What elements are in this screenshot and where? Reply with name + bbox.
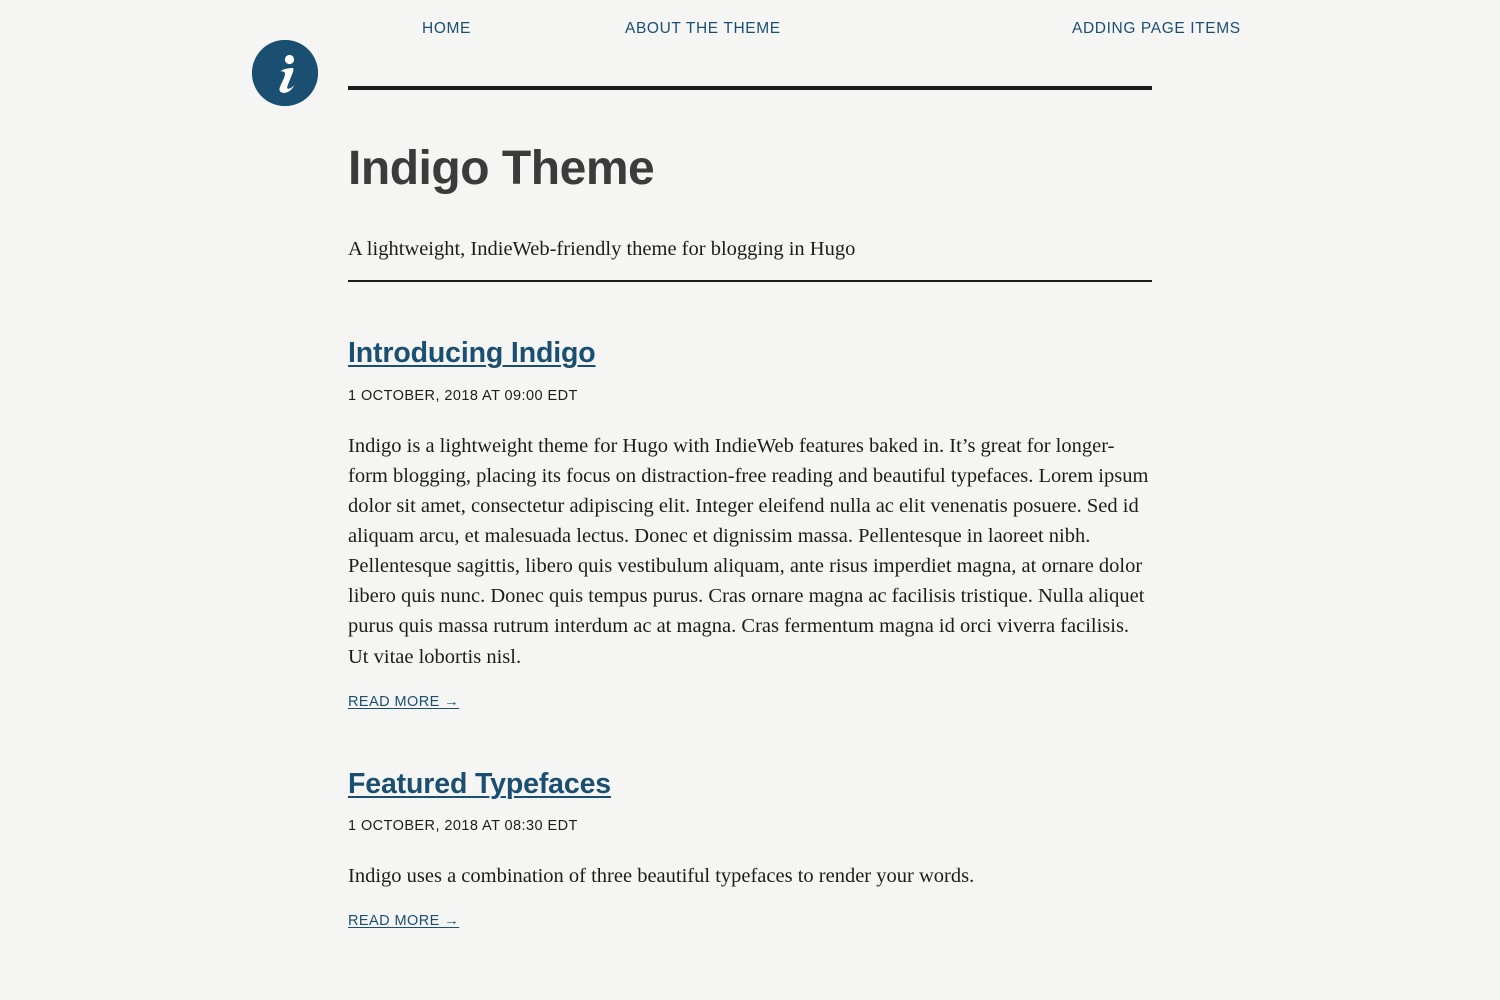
post-title-link[interactable]: Featured Typefaces	[348, 767, 612, 800]
nav-item-home[interactable]: HOME	[422, 20, 471, 37]
list-item	[348, 336, 1152, 711]
post-title-link[interactable]: Introducing Indigo	[348, 337, 596, 369]
read-more-link[interactable]: READ MORE →	[348, 913, 460, 930]
site-tagline: A lightweight, IndieWeb-friendly theme for blogging in Hugo	[348, 238, 856, 260]
post-list	[348, 336, 1152, 986]
nav-item-about-the-theme[interactable]: ABOUT THE THEME	[625, 20, 781, 37]
post-title	[348, 767, 1152, 803]
site-logo[interactable]	[252, 40, 318, 106]
post-date: 1 OCTOBER, 2018 AT 08:30 EDT	[348, 818, 578, 835]
post-excerpt: Indigo uses a combination of three beautiful typefaces to render your words.	[348, 865, 975, 888]
indigo-info-logo-icon	[252, 40, 318, 106]
list-item	[348, 767, 1152, 931]
header-divider-thick	[348, 86, 1152, 90]
title-divider-thin	[348, 280, 1152, 282]
primary-navigation	[348, 20, 1241, 38]
site-header	[0, 0, 1500, 100]
page-title: Indigo Theme	[348, 142, 655, 195]
nav-item-adding-page-items[interactable]: ADDING PAGE ITEMS	[1072, 20, 1241, 37]
post-title	[348, 336, 1152, 372]
read-more-link[interactable]: READ MORE →	[348, 693, 460, 710]
post-date: 1 OCTOBER, 2018 AT 09:00 EDT	[348, 387, 578, 404]
post-excerpt: Indigo is a lightweight theme for Hugo with IndieWeb features baked in. It’s great for longer-form blogging, placing its focus on distraction-free reading and beautiful typefaces. Lorem ipsum dolor sit amet, consectetur adipiscing elit. Integer eleifend nulla ac elit venenatis posuere. Sed id aliquam arcu, et malesuada lectus. Donec et dignissim massa. Pellentesque in laoreet nibh. Pellentesque sagittis, libero quis vestibulum aliquam, ante risus imperdiet magna, at ornare dolor libero quis nunc. Donec quis tempus purus. Cras ornare magna ac facilisis tristique. Nulla aliquet purus quis massa rutrum interdum ac at magna. Cras fermentum magna id orci viverra facilisis. Ut vitae lobortis nisl.	[348, 434, 1149, 668]
